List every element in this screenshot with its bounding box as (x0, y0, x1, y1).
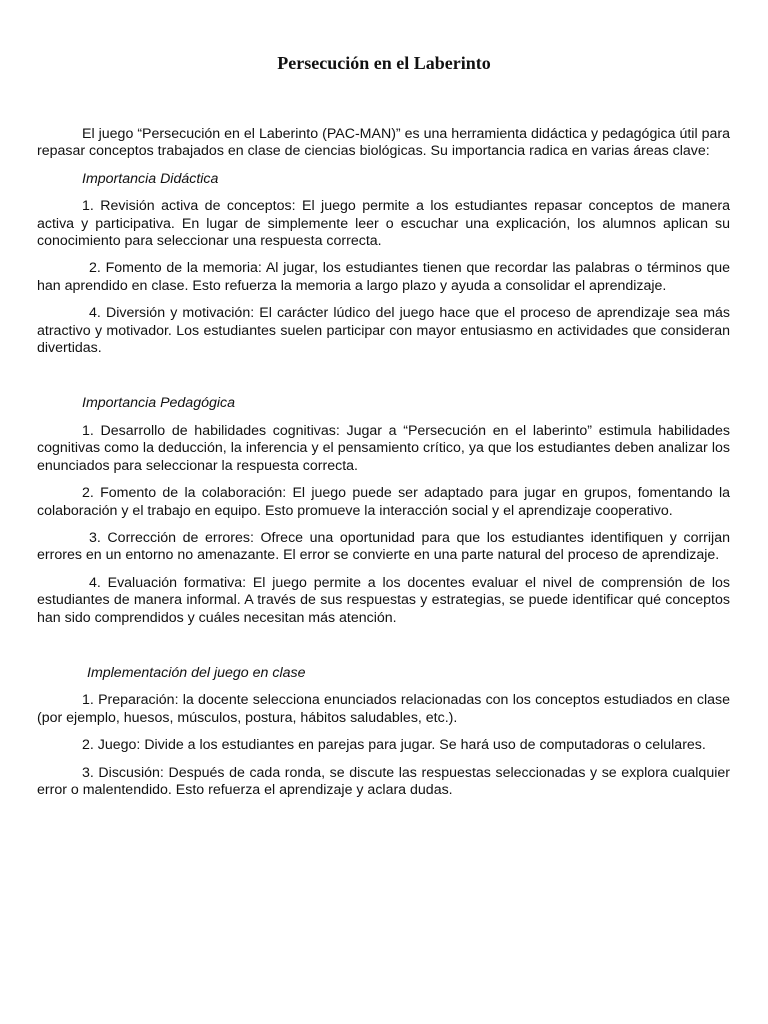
section-spacer (37, 367, 730, 395)
intro-paragraph: El juego “Persecución en el Laberinto (PAC-MAN)” es una herramienta didáctica y pedagógica útil para repasar conceptos trabajados en clase de ciencias biológicas. Su importancia radica en varias áreas clave: (37, 126, 730, 160)
page-title: Persecución en el Laberinto (277, 53, 491, 73)
implementacion-item-3: 3. Discusión: Después de cada ronda, se discute las respuestas seleccionadas y se explora cualquier error o malentendido. Esto refuerza el aprendizaje y aclara dudas. (37, 764, 730, 798)
section-heading-didactica: Importancia Didáctica (82, 170, 219, 187)
section-spacer (37, 637, 730, 665)
didactica-item-4: 4. Diversión y motivación: El carácter lúdico del juego hace que el proceso de aprendizaje sea más atractivo y motivador. Los estudiantes suelen participar con mayor entusiasmo en actividades que consideran divertidas. (37, 305, 730, 357)
pedagogica-item-2: 2. Fomento de la colaboración: El juego puede ser adaptado para jugar en grupos, fomentando la colaboración y el trabajo en equipo. Esto promueve la interacción social y el aprendizaje cooperativo. (37, 485, 730, 519)
document-body (37, 126, 730, 809)
pedagogica-item-4: 4. Evaluación formativa: El juego permite a los docentes evaluar el nivel de comprensión de los estudiantes de manera informal. A través de sus respuestas y estrategias, se puede identificar qué conceptos han sido comprendidos y cuáles necesitan más atención. (37, 574, 730, 626)
pedagogica-item-1: 1. Desarrollo de habilidades cognitivas: Jugar a “Persecución en el laberinto” estimula habilidades cognitivas como la deducción, la inferencia y el pensamiento crítico, ya que los estudiantes deben analizar los enunciados para seleccionar la respuesta correcta. (37, 422, 730, 474)
pedagogica-item-3: 3. Corrección de errores: Ofrece una oportunidad para que los estudiantes identifiquen y corrijan errores en un entorno no amenazante. El error se convierte en una parte natural del proceso de aprendizaje. (37, 529, 730, 564)
didactica-item-1: 1. Revisión activa de conceptos: El juego permite a los estudiantes repasar conceptos de manera activa y participativa. En lugar de simplemente leer o escuchar una explicación, los alumnos aplican su conocimiento para seleccionar una respuesta correcta. (37, 198, 730, 250)
section-heading-pedagogica: Importancia Pedagógica (82, 395, 236, 412)
implementacion-item-2: 2. Juego: Divide a los estudiantes en parejas para jugar. Se hará uso de computadoras o celulares. (82, 737, 706, 754)
implementacion-item-1: 1. Preparación: la docente selecciona enunciados relacionadas con los conceptos estudiados en clase (por ejemplo, huesos, músculos, postura, hábitos saludables, etc.). (37, 692, 730, 726)
section-heading-implementacion: Implementación del juego en clase (87, 664, 306, 681)
didactica-item-2: 2. Fomento de la memoria: Al jugar, los estudiantes tienen que recordar las palabras o términos que han aprendido en clase. Esto refuerza la memoria a largo plazo y ayuda a consolidar el aprendizaje. (37, 260, 730, 294)
